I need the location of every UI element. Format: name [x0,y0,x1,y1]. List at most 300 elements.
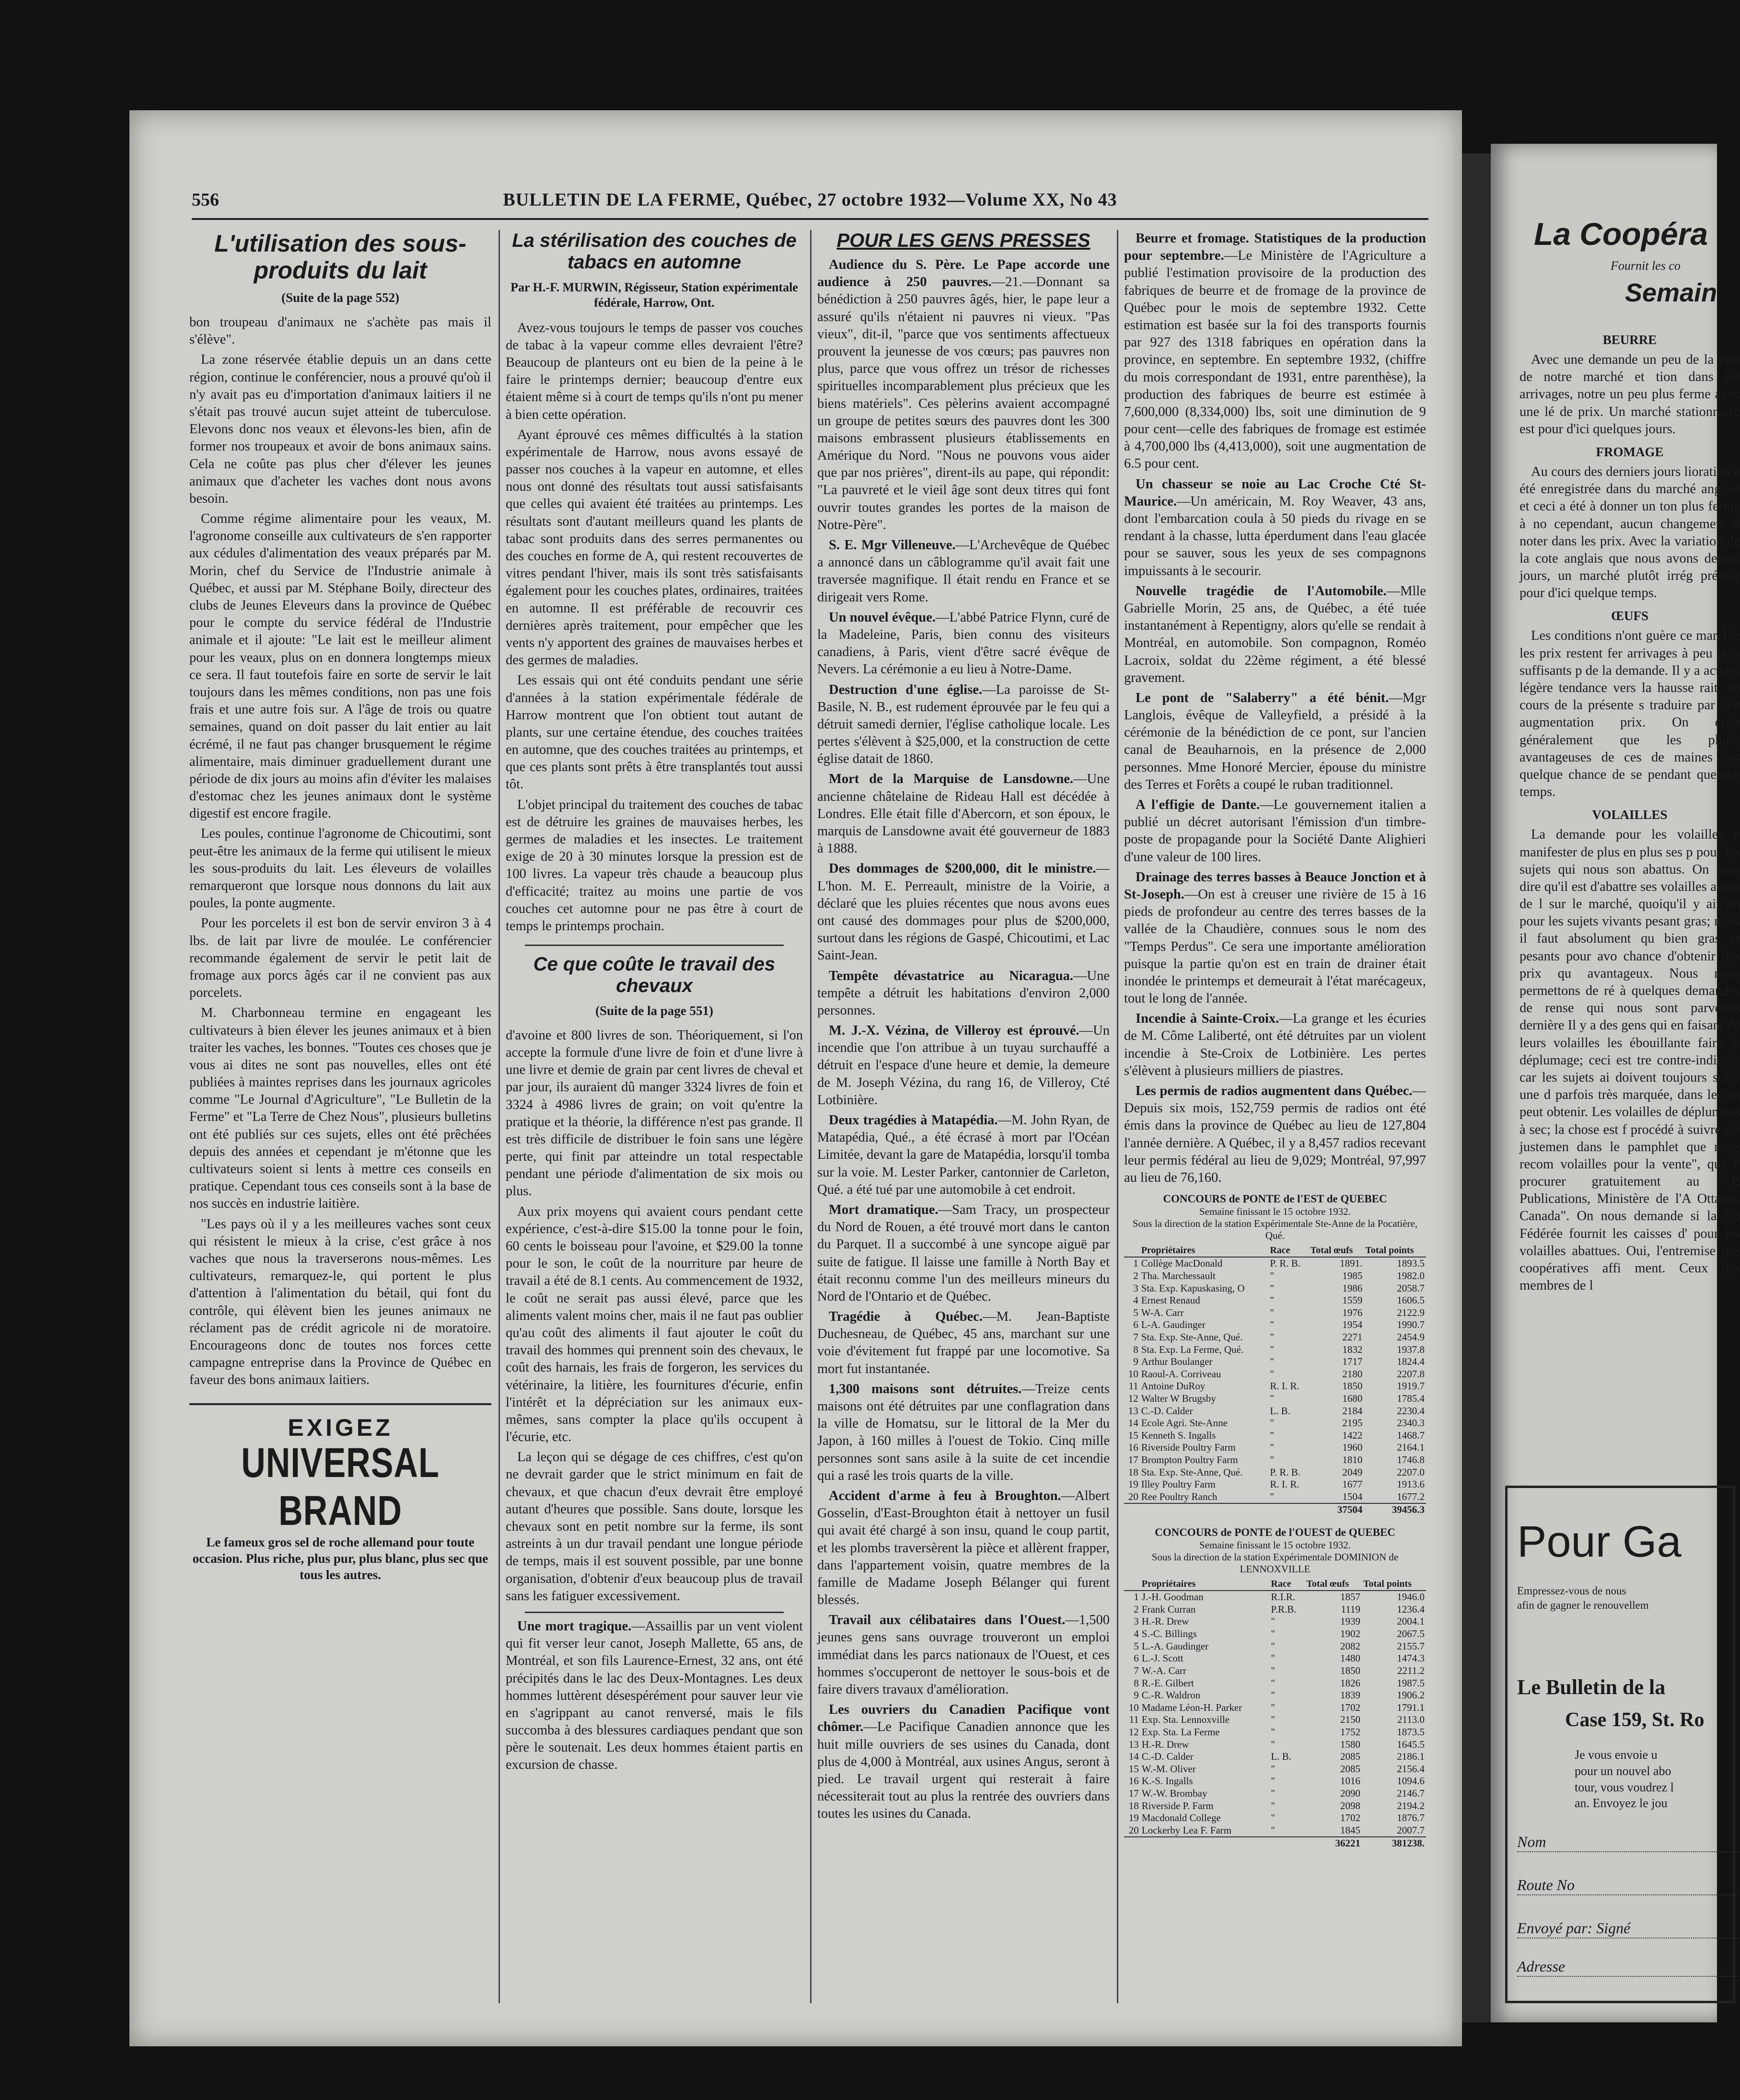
table-header-row [1124,1245,1426,1257]
form-address: Case 159, St. Ro [1565,1709,1705,1731]
article-separator [525,1612,784,1613]
table-cell: 1559 [1342,1294,1363,1306]
table-row [1124,1430,1426,1442]
table-cell: 17 [1128,1787,1139,1799]
column-header [1124,1578,1140,1591]
field-line [1517,1851,1738,1852]
table-cell: 1824.4 [1397,1356,1425,1368]
table-cell: 12 [1128,1392,1138,1404]
table-cell: Arthur Boulanger [1141,1356,1213,1368]
table-cell: 2004.1 [1397,1615,1425,1627]
form-line: tour, vous voudrez l [1575,1780,1674,1794]
table-cell: 5 [1134,1640,1139,1652]
market-section-title: BEURRE [1602,333,1657,347]
news-headline: Le pont de "Salaberry" a été bénit. [1136,690,1389,705]
table-row [1124,1466,1426,1479]
contest-table [1124,1245,1426,1516]
table-cell: L. B. [1270,1405,1290,1417]
table-cell: H.-R. Drew [1141,1615,1189,1627]
table-cell: " [1271,1763,1275,1775]
table-cell: " [1270,1442,1274,1454]
table-cell: " [1271,1738,1275,1750]
article-byline: Par H.-F. MURWIN, Régisseur, Station expérimentale fédérale, Harrow, Ont. [510,280,798,310]
article-title: L'utilisation des sous-produits du lait [214,230,466,284]
table-cell: 3 [1133,1282,1138,1294]
column-sous-produits [189,230,491,2018]
table-cell: Madame Léon-H. Parker [1141,1701,1242,1713]
market-section-title: VOLAILLES [1592,808,1668,822]
news-headline: Travail aux célibataires dans l'Ouest. [829,1613,1066,1628]
table-cell: 1919.7 [1397,1380,1425,1392]
table-cell: J.-H. Goodman [1141,1591,1204,1603]
table-cell: 1717 [1342,1356,1363,1368]
facing-semaine: Semain [1625,278,1717,307]
table-row [1124,1824,1426,1837]
contest-subtitle: Semaine finissant le 15 octobre 1932. [1199,1539,1351,1551]
news-item [817,1112,1110,1199]
table-cell: Exp. Sta. Lennoxville [1141,1714,1230,1726]
table-cell: P. R. B. [1270,1466,1300,1478]
table-cell: 1 [1134,1591,1139,1603]
column-rule [1117,230,1118,2003]
table-cell: " [1270,1454,1274,1466]
news-text: —L'abbé Patrice Flynn, curé de la Madeleine, Paris, bien connu des visiteurs canadiens, à Paris, vient d'être sacré évêque de Nevers. La cérémonie a eu lieu à Notre-Dame. [817,610,1110,677]
paragraph: "Les pays où il y a les meilleures vaches sont ceux qui résistent le mieux à la crise, c'est grâce à nos vaches que nous la traverserons nous-mêmes. Les cultivateurs, remarquez-le, qui portent le plus d'attention à l'alimentation du bétail, qui font du contrôle, qui élèvent bien les jeunes animaux ne réclament pas de crédit agricole ni de moratoire. Encourageons donc de toutes nos forces cette campagne entreprise dans la Province de Québec en faveur des bons animaux laitiers. [189,1216,491,1388]
news-item [817,771,1110,857]
table-cell: 20 [1128,1824,1139,1836]
news-headline: Tempête dévastatrice au Nicaragua. [829,968,1074,983]
table-cell: W-A. Carr [1141,1306,1184,1318]
table-cell: 2180 [1342,1368,1363,1380]
table-cell: 16 [1128,1442,1138,1454]
news-headline: Beurre et fromage. Statistiques de la production pour septembre. [1124,231,1426,264]
table-cell: 1480 [1340,1652,1361,1664]
contest-table [1124,1578,1426,1850]
table-cell: 13 [1128,1405,1138,1417]
table-cell: 9 [1134,1689,1139,1701]
table-cell: 2195 [1342,1417,1363,1429]
table-cell: 6 [1134,1652,1139,1664]
table-cell: Raoul-A. Corriveau [1141,1368,1221,1380]
table-cell: 20 [1128,1490,1138,1502]
table-cell: 2454.9 [1397,1331,1425,1343]
table-row [1124,1615,1426,1628]
table-cell: P.R.B. [1271,1603,1297,1615]
field-route: Route No [1517,1876,1575,1893]
contest-title: CONCOURS de PONTE de l'OUEST de QUEBEC [1155,1526,1395,1539]
table-row [1124,1739,1426,1751]
continued-from: (Suite de la page 552) [281,290,399,305]
column-header: Propriétaires [1140,1578,1270,1591]
table-cell: L. B. [1271,1751,1291,1763]
ad-brand-name: UNIVERSAL BRAND [241,1439,440,1535]
table-cell: R.I.R. [1271,1591,1296,1603]
news-text: —Le Pacifique Canadien annonce que les huit mille ouvriers de ses usines du Canada, dont plus de 4,000 à Montréal, aux usines Angus, seront à pied. Le travail urgent qui resterait à faire nécessiterait tout au plus la rentrée des ouvriers dans toutes les usines du Canada. [817,1719,1110,1822]
subscription-form [1505,1486,1735,2003]
table-cell: 1094.6 [1397,1775,1425,1787]
form-intro-line: Empressez-vous de nous [1517,1585,1626,1597]
news-text: —Treize cents maisons ont été détruites par une conflagration dans la ville de Homatsu, sur le littoral de la Mer du Japon, à 160 milles à l'ouest de Tokio. Cinq mille personnes sont sans asile à la suite de cet incendie qui a rasé les trois quarts de la ville. [817,1381,1110,1483]
table-cell: " [1270,1343,1274,1355]
article-title: La stérilisation des couches de tabacs en automne [512,230,797,273]
table-cell: " [1271,1775,1275,1787]
news-items [817,256,1110,1823]
news-items [1124,230,1426,1187]
table-cell: 2271 [1342,1331,1363,1343]
news-text: —Une tempête a détruit les habitations d'environ 2,000 personnes. [817,968,1110,1018]
table-cell: " [1271,1714,1275,1726]
paragraph: La zone réservée établie depuis un an dans cette région, continue le conférencier, nous a prouvé qu'où il n'y avait pas eu d'importation d'animaux laitiers il ne s'était pas trouvé aucun sujet atteint de tuberculose. Elevons donc nos veaux et élevons-les bien, afin de former nos troupeaux et avoir de bons animaux sains. Cela ne coûte pas plus cher d'élever les jeunes animaux que d'acheter les vaches dont nous avons besoin. [189,352,491,506]
table-cell: " [1270,1368,1274,1380]
table-cell: 2082 [1340,1640,1361,1652]
form-intro-line: afin de gagner le renouvellem [1517,1599,1649,1611]
news-headline: Accident d'arme à feu à Broughton. [829,1488,1061,1503]
market-section-title: FROMAGE [1596,444,1664,459]
table-cell: R. I. R. [1270,1380,1299,1392]
table-cell: 1891. [1340,1258,1363,1269]
news-item [817,1201,1110,1305]
table-cell: 2207.0 [1397,1466,1425,1478]
paragraph: M. Charbonneau termine en engageant les cultivateurs à bien élever les jeunes animaux et à bien traiter les vaches, les bonnes. "Toutes ces choses que je vous ai dites ne sont pas nouvelles, elles ont été publiées à maintes reprises dans les journaux agricoles comme "Le Journal d'Agriculture", "Le Bulletin de la Ferme" et "La Terre de Chez Nous", plusieurs bulletins ont été publiés sur ces sujets, elles ont été prêchées depuis des années et cependant je m'étonne que les cultivateurs soient si lents à mettre ces conseils en pratique. Cependant tous ces conseils sont à la base de nos succès en industrie laitière. [189,1005,491,1212]
news-headline: M. J.-X. Vézina, de Villeroy est éprouvé. [829,1023,1079,1038]
table-cell: 8 [1133,1343,1138,1355]
table-cell: " [1270,1417,1274,1429]
table-cell: 39456.3 [1364,1503,1426,1516]
news-item [817,1308,1110,1378]
market-section-text: Les conditions n'ont guère ce marché; les prix restent fer arrivages à peu près suffisants p de la demande. Il y a actuell légère tendance vers la hausse rait, au cours de la présente s traduire par une augmentation prix. On croit généralement que les plutôt avantageuses de ces de maines ont quelque chance de se pendant quelque temps. [1520,628,1740,800]
table-cell: 1946.0 [1397,1591,1425,1603]
table-cell: 1857 [1340,1591,1361,1603]
table-cell: " [1270,1356,1274,1368]
field-envoye: Envoyé par: Signé [1517,1919,1631,1937]
contest-subtitle: Semaine finissant le 15 octobre 1932. [1199,1205,1351,1217]
table-cell: Macdonald College [1141,1812,1221,1824]
table-cell: 1982.0 [1397,1269,1425,1281]
table-cell: 19 [1128,1812,1139,1824]
table-row [1124,1763,1426,1776]
table-cell: 4 [1133,1294,1138,1306]
table-cell: Lockerby Lea F. Farm [1141,1824,1232,1836]
table-cell: C.-D. Calder [1141,1405,1193,1417]
news-text: —La paroisse de St-Basile, N. B., est rudement éprouvée par le feu qui a détruit samedi dernier, l'église catholique locale. Les pertes s'élèvent à $25,000, et la construction de cette église datait de 1860. [817,682,1110,767]
column-header: Total points [1362,1578,1426,1591]
table-row [1124,1454,1426,1466]
table-cell: " [1270,1429,1274,1441]
news-headline: Les ouvriers du Canadien Pacifique vont chômer. [817,1702,1110,1735]
table-row [1124,1331,1426,1344]
table-cell: " [1271,1615,1275,1627]
table-cell: " [1271,1812,1275,1824]
table-cell: 1702 [1340,1701,1361,1713]
table-cell: 2090 [1340,1787,1361,1799]
paragraph: Avez-vous toujours le temps de passer vos couches de tabac à la vapeur comme elles devraient l'être? Beaucoup de planteurs ont eu bien de la peine à le faire le printemps dernier; beaucoup d'entre eux étaient même si à court de temps qu'ils n'ont pu mener à bien cette opération. [506,320,803,422]
table-cell: 1 [1133,1258,1138,1269]
paragraph: Les essais qui ont été conduits pendant une série d'années à la station expérimentale fédérale de Harrow montrent que l'on obtient tout autant de plants, sur une certaine étendue, des couches traitées en automne, que des couches traitées au printemps, et que ces plants sont prêts à être transplantés tout aussi tôt. [506,673,803,792]
table-cell: 4 [1134,1628,1139,1640]
market-section-title: ŒUFS [1611,609,1648,623]
table-cell: 1016 [1340,1775,1361,1787]
table-cell: 2194.2 [1397,1800,1425,1812]
table-cell: K.-S. Ingalls [1141,1775,1193,1787]
table-cell: 1839 [1340,1689,1361,1701]
market-section-text: La demande pour les volailles à manifester de plus en plus ses p pour les sujets qui nous son abattus. On peut dire qu'il est d'abattre ses volailles avant de l sur le marché, quoiqu'il y ait un pour les sujets vivants pesant gras; mais il faut absolument qu bien gras et pesants pour avo chance d'obtenir des prix qu avantageux. Nous nous permettons de ré à quelques demandes de rense qui nous sont parvenus dernière Il y a des gens qui en faisant de leurs volailles les ébouillante faire le déplumage; ceci est tre contre-indiqué, car les sujets ai doivent toujours subir une d parfois très marquée, dans les en peut obtenir. Les volailles de déplumées à sec; la chose est f procédé à suivre est justemen dans le pamphlet que nous recom volailles pour la vente", que l' procurer gratuitement au "B Publications, Ministère de l'A Ottawa, Canada". On nous demande si la Co Fédérée fournit les caisses d' pour les volailles abattues. Oui, l'entremise des coopératives affi ment. Ceux des membres de l [1520,827,1740,1293]
table-cell: 11 [1129,1714,1139,1726]
news-text: —Un incendie que l'on attribue à un tuyau surchauffé a détruit en l'espace d'une heure et demie, la demeure de M. Joseph Vézina, du rang 16, de Villeroy, Cté Lotbinière. [817,1023,1110,1108]
table-total-row [1124,1837,1426,1850]
news-item [817,609,1110,679]
table-row [1124,1812,1426,1824]
table-cell: " [1271,1824,1275,1836]
market-section-text: Au cours des derniers jours lioration a été enregistrée dans du marché anglais et ceci a été à donner un ton plus ferme à no cependant, aucun changement à noter dans les prix. Avec la variation de la cote anglais que nous avons depuis jours, un marché plutôt irrég prévoir pour d'ici quelque temps. [1520,464,1740,601]
news-text: —Le gouvernement italien a publié un décret autorisant l'émission d'un timbre-poste de propagande pour la Société Dante Alighieri d'une valeur de 100 lires. [1124,797,1426,865]
market-report [1520,326,1740,1476]
table-row [1124,1319,1426,1331]
table-cell: 1893.5 [1397,1258,1425,1269]
news-text: —Depuis six mois, 152,759 permis de radios ont été émis dans la province de Québec au lieu de 127,804 l'année dernière. A Québec, il y a 8,457 radios recevant leur permis fédéral au lieu de 9,029; Montréal, 97,997 au lieu de 76,160. [1124,1084,1426,1185]
table-cell: 1677.2 [1397,1490,1425,1502]
table-cell: 37504 [1309,1503,1364,1516]
table-row [1124,1775,1426,1788]
table-cell: 1504 [1342,1490,1363,1502]
table-cell: 14 [1128,1751,1139,1763]
table-row [1124,1751,1426,1763]
table-cell: 2146.7 [1397,1787,1425,1799]
table-cell: 2085 [1340,1763,1361,1775]
page-header [192,189,1428,220]
contest-title: CONCOURS de PONTE de l'EST de QUEBEC [1163,1193,1387,1205]
table-cell: S.-C. Billings [1141,1628,1197,1640]
table-cell: Ecole Agri. Ste-Anne [1141,1417,1228,1429]
table-cell: 2049 [1342,1466,1363,1478]
table-cell: W.-A. Carr [1141,1664,1186,1676]
table-cell: 1791.1 [1397,1701,1425,1713]
table-cell: 1680 [1342,1392,1363,1404]
contest-subtitle: Sous la direction de la station Expérimentale Ste-Anne de la Pocatière, Qué. [1132,1217,1418,1242]
table-cell: 1832 [1342,1343,1363,1355]
table-cell: 16 [1128,1775,1139,1787]
table-cell: 1119 [1341,1603,1361,1615]
table-cell: Exp. Sta. La Ferme [1141,1726,1220,1738]
news-text: —M. John Ryan, de Matapédia, Qué., a été écrasé à mort par l'Océan Limitée, devant la gare de Matapédia, lorsqu'il tomba sur la voie. M. Lester Parker, cantonnier de Carleton, Qué. a été tué par une automobile à cet endroit. [817,1113,1110,1197]
table-cell: 5 [1133,1306,1138,1318]
news-text: —Le Ministère de l'Agriculture a publié l'estimation provisoire de la production des fabriques de beurre et de fromage de la province de Québec pour le mois de septembre 1932. Cette estimation est basée sur la foi des transports fournis par 927 des 1318 fabriques en opération dans la province, en septembre. En septembre 1932, (chiffre du mois correspondant de 1931, entre parenthèse), la production des fabriques de beurre est estimée à 7,600,000 (8,334,000) lbs, soit une diminution de 9 pour cent—celle des fabriques de fromage est estimée à 4,700,000 lbs (4,413,000), soit une augmentation de 6.5 pour cent. [1124,248,1426,472]
table-row [1124,1640,1426,1653]
news-text: —M. Jean-Baptiste Duchesneau, de Québec, 45 ans, marchant sur une voie d'évitement fut frappé par une locomotive. Sa mort fut instantanée. [817,1309,1110,1376]
table-cell: 1987.5 [1397,1677,1425,1689]
article-title: Ce que coûte le travail des chevaux [533,954,776,996]
news-headline: Tragédie à Québec. [829,1309,983,1325]
table-cell: 6 [1133,1319,1138,1331]
news-item [817,1488,1110,1609]
table-cell: C.-D. Calder [1141,1751,1194,1763]
column-header: Race [1268,1245,1309,1257]
news-headline: Nouvelle tragédie de l'Automobile. [1136,583,1387,599]
column-rule [499,230,500,2003]
column-header: Total œufs [1309,1245,1364,1257]
column-rule [810,230,812,2003]
table-cell: " [1271,1652,1275,1664]
table-cell: 2155.7 [1397,1640,1425,1652]
table-cell: " [1271,1689,1275,1701]
form-intro [1517,1584,1649,1613]
table-cell: R. I. R. [1270,1478,1299,1490]
news-item [817,1022,1110,1109]
table-cell: L.-J. Scott [1141,1652,1183,1664]
table-cell: L-A. Gaudinger [1141,1319,1206,1331]
news-item [1124,476,1426,580]
news-headline: S. E. Mgr Villeneuve. [829,538,956,553]
table-row [1124,1393,1426,1405]
news-text: —Une ancienne châtelaine de Rideau Hall est décédée à Londres. Elle était fille d'Abercorn, et son époux, le marquis de Lansdowne avait été gouverneur de 1883 à 1888. [817,772,1110,856]
table-row [1124,1270,1426,1282]
table-cell: 11 [1128,1380,1138,1392]
news-item [817,860,1110,964]
table-cell: Ree Poultry Ranch [1141,1490,1218,1502]
news-text: —Un américain, M. Roy Weaver, 43 ans, dont l'embarcation coula à 50 pieds du rivage en se rendant à la chasse, lutta éperdument dans l'eau glacée pour se sauver, sous les yeux de ses compagnons impuissants à le secourir. [1124,494,1426,578]
column-sterilisation [506,230,803,2018]
table-cell: Sta. Exp. La Ferme, Qué. [1141,1343,1244,1355]
table-cell: 1785.4 [1397,1392,1425,1404]
table-row [1124,1294,1426,1307]
news-headline: Deux tragédies à Matapédia. [829,1113,998,1128]
table-cell: " [1270,1319,1274,1331]
table-cell: Antoine DuRoy [1141,1380,1206,1392]
table-row [1124,1628,1426,1640]
table-cell: W.-W. Brombay [1141,1787,1207,1799]
news-headline: Drainage des terres basses à Beauce Jonction et à St-Joseph. [1124,869,1426,902]
form-instructions [1575,1747,1674,1812]
table-cell: 1876.7 [1397,1812,1425,1824]
table-cell: 1422 [1342,1429,1363,1441]
news-headline: Un chasseur se noie au Lac Croche Cté St-Maurice. [1124,476,1426,509]
facing-page [1491,144,1740,2022]
contest-subtitle: Sous la direction de la station Expérimentale DOMINION de LENNOXVILLE [1151,1551,1399,1575]
table-row [1124,1800,1426,1812]
table-row [1124,1652,1426,1665]
table-cell: C.-R. Waldron [1141,1689,1200,1701]
news-item [817,681,1110,768]
table-cell: " [1270,1306,1274,1318]
form-line: pour un nouvel abo [1575,1764,1671,1778]
table-cell: Tha. Marchessault [1141,1269,1216,1281]
news-headline: Une mort tragique. [517,1618,632,1634]
table-cell: " [1271,1701,1275,1713]
news-headline: Mort de la Marquise de Lansdowne. [829,772,1074,787]
table-cell: 1960 [1342,1442,1363,1454]
table-cell: 1580 [1340,1738,1361,1750]
column-header: Total points [1364,1245,1426,1257]
table-cell: " [1271,1628,1275,1640]
column-header [1124,1245,1140,1257]
table-row [1124,1356,1426,1368]
paragraph: Aux prix moyens qui avaient cours pendant cette expérience, c'est-à-dire $15.00 la tonne pour le foin, 60 cents le boisseau pour l'avoine, et $29.00 la tonne pour le son, le coût de la nourriture par heure de travail a été de 8.1 cents. Au commencement de 1932, le coût ne serait pas aussi élevé, parce que les aliments valent moins cher, mais il ne faut pas oublier qu'au coût des aliments il faut ajouter le coût du travail des hommes qui prennent soin des chevaux, le coût des harnais, les frais de forgeron, les services du vétérinaire, la litière, les fournitures d'écurie, enfin l'intérêt et la dépréciation sur les animaux eux-mêmes, sans compter la place qu'ils occupent à l'écurie, etc. [506,1204,803,1445]
newspaper-page [129,110,1462,2046]
field-line [1517,1894,1738,1895]
news-text: —Sam Tracy, un prospecteur du Nord de Rouen, a été trouvé mort dans le canton du Parquet. Il a succombé à une syncope aiguë par suite de fatigue. Il laisse une famille à North Bay et était reconnu comme l'un des meilleurs mineurs du Nord de l'Ontario et de Québec. [817,1202,1110,1304]
table-cell [1124,1837,1140,1850]
table-cell: 1810 [1342,1454,1363,1466]
news-item [1124,796,1426,866]
table-row [1124,1417,1426,1430]
table-cell: " [1271,1640,1275,1652]
news-text: —La grange et les écuries de M. Côme Laliberté, ont été détruites par un violent incendie à Ste-Croix de Lotbinière. Les pertes s'élèvent à plusieurs milliers de piastres. [1124,1011,1426,1078]
table-cell: 2067.5 [1397,1628,1425,1640]
news-text: —Mlle Gabrielle Morin, 25 ans, de Québec, a été tuée instantanément à Repentigny, alors qu'elle se rendait à Montréal, en automobile. Son compagnon, Roméo Lacroix, soldat du 22ème régiment, a été blessé gravement. [1124,583,1426,685]
table-row [1124,1380,1426,1393]
news-headline: Mort dramatique. [829,1202,939,1217]
table-cell: 36221 [1305,1837,1362,1850]
table-cell: 2184 [1342,1405,1363,1417]
news-text: —Albert Gosselin, d'East-Broughton était à nettoyer un fusil qui avait été chargé à son insu, quand le coup partit, et les plombs traversèrent la pièce et allèrent frapper, dans l'appartement voisin, quatre membres de la famille de Madame Joseph Bélanger qui furent blessés. [817,1488,1110,1608]
table-cell: 381238. [1362,1837,1426,1850]
news-item [817,1612,1110,1698]
news-text: —L'hon. M. E. Perreault, ministre de la Voirie, a déclaré que les pluies récentes que nous avons eues ont causé des dommages pour plus de $200,000, surtout dans les régions de Gaspé, Chicoutimi, et Lac Saint-Jean. [817,861,1110,963]
table-cell: 19 [1128,1478,1138,1490]
table-row [1124,1368,1426,1381]
table-cell: Brompton Poultry Farm [1141,1454,1238,1466]
table-cell: 18 [1128,1800,1139,1812]
paragraph: La leçon qui se dégage de ces chiffres, c'est qu'on ne devrait garder que le strict minimum en fait de chevaux, et que chacun d'eux devrait être employé autant d'heures que possible. Sans doute, lorsque les chevaux sont en petit nombre sur la ferme, ils sont astreints à un dur travail pendant une longue période de temps, mais il est souvent possible, par une bonne organisation, d'obtenir d'eux beaucoup plus de travail sans les fatiguer excessivement. [506,1450,803,1604]
table-row [1124,1344,1426,1356]
table-cell: 2150 [1340,1714,1361,1726]
news-headline: Les permis de radios augmentent dans Québec. [1136,1084,1413,1098]
article-separator [525,945,784,946]
table-cell: 1985 [1342,1269,1363,1281]
table-cell: " [1270,1490,1274,1502]
news-item [817,1381,1110,1485]
table-cell: Frank Curran [1141,1603,1196,1615]
table-row [1124,1714,1426,1726]
table-cell: 2207.8 [1397,1368,1425,1380]
news-text: —1,500 jeunes gens sans ouvrage trouveront un emploi immédiat dans les parcs nationaux de l'Ouest, et ces hommes s'occuperont de nettoyer le sous-bois et de faire divers travaux d'amélioration. [817,1613,1110,1697]
table-row [1124,1478,1426,1491]
table-cell: 3 [1134,1615,1139,1627]
news-text: —21.—Donnant sa bénédiction à 250 pauvres âgés, hier, le pape leur a assuré qu'ils n'étaient ni pauvres ni vieux. "Pas vieux", dit-il, "parce que vos sentiments affectueux prouvent la jeunesse de vos cœurs; pas pauvres non plus, parce que vous offrez un trésor de richesses spirituelles incomparablement plus précieux que les biens matériels". Ces pèlerins avaient accompagné un groupe de petites sœurs des pauvres dont les 300 maisons embrassent plusieurs établissements en Amérique du Nord. "Nous ne pouvons vous aider que par nos prières", dirent-ils au pape, qui répondit: "La pauvreté et le vieil âge sont deux titres qui font ouvrir toutes grandes les portes de la maison de Notre-Père". [817,275,1110,532]
table-row [1124,1726,1426,1739]
table-cell: 2230.4 [1397,1405,1425,1417]
masthead: BULLETIN DE LA FERME, Québec, 27 octobre 1932—Volume XX, No 43 [503,190,1117,210]
column-news-contests [1124,230,1426,2018]
table-row [1124,1702,1426,1714]
news-text: —L'Archevêque de Québec a annoncé dans un câblogramme qu'il avait fait une traversée magnifique. Il était rendu en France et se dirigeait vers Rome. [817,538,1110,605]
table-cell: 1906.2 [1397,1689,1425,1701]
table-cell: 7 [1133,1331,1138,1343]
table-row [1124,1788,1426,1800]
table-cell: W.-M. Oliver [1141,1763,1196,1775]
news-item [1124,230,1426,473]
table-cell: 10 [1128,1701,1139,1713]
table-cell: 2164.1 [1397,1442,1425,1454]
table-cell: 14 [1128,1417,1138,1429]
table-cell: H.-R. Drew [1141,1738,1189,1750]
universal-brand-ad [189,1403,491,1583]
news-text: —On est à creuser une rivière de 15 à 16 pieds de profondeur au centre des terres basses de la vallée de la Chaudière, connues sous le nom des "Temps Perdus". Ce sera une importante amélioration puisque la partie qu'on est en train de drainer était inondée le printemps et demeurait à l'état marécageux, tout le long de l'année. [1124,887,1426,1006]
news-item [817,968,1110,1020]
table-total-row [1124,1503,1426,1516]
news-item [1124,1083,1426,1187]
table-cell: Kenneth S. Ingalls [1141,1429,1216,1441]
table-row [1124,1689,1426,1702]
paragraph: Les poules, continue l'agronome de Chicoutimi, sont peut-être les animaux de la ferme qui utilisent le mieux les sous-produits du lait. Les éleveurs de volailles remarqueront que lorsque nous donnons du lait aux poules, la ponte augmente. [189,826,491,911]
table-cell: 18 [1128,1466,1138,1478]
table-cell: 2122.9 [1397,1306,1425,1318]
table-cell: " [1271,1726,1275,1738]
table-row [1124,1442,1426,1454]
table-cell: 2186.1 [1397,1751,1425,1763]
table-cell: L.-A. Gaudinger [1141,1640,1209,1652]
table-cell: 2085 [1340,1751,1361,1763]
table-cell: Sta. Exp. Ste-Anne, Qué. [1141,1466,1243,1478]
